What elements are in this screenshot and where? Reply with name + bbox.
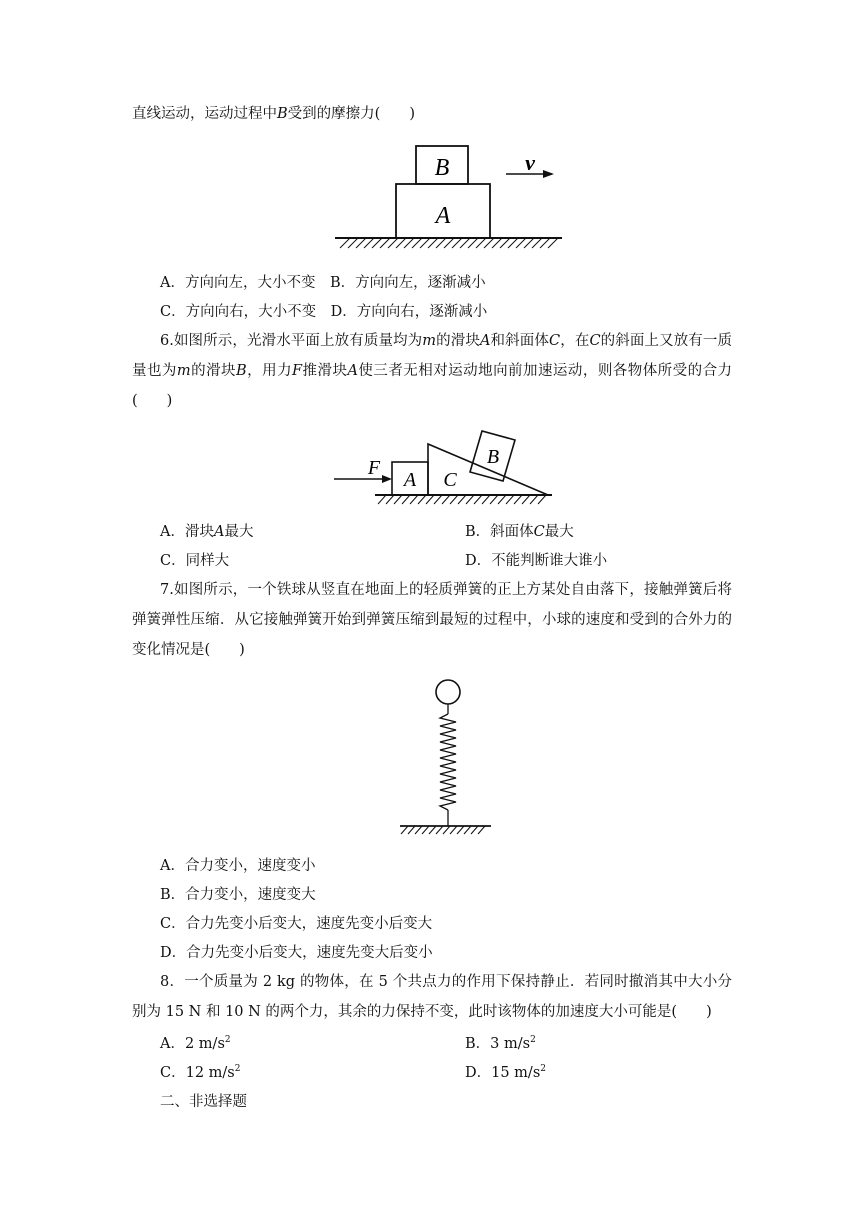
q5-options-ab: A．方向向左，大小不变 B．方向向左，逐渐减小 [160,275,486,291]
iron-ball [436,680,460,704]
q6-wedge-figure [330,422,560,510]
q8-option-d: D．15 $m/s^2$ [465,1064,546,1081]
velocity-label: v [525,150,535,175]
q8-option-c: C．12 $m/s^2$ [160,1064,241,1081]
spring [440,714,456,810]
q6-option-c: C．同样大 [160,553,230,569]
q8-option-b: B．3 $m/s^2$ [465,1035,536,1052]
q5-stem-tail: 直线运动，运动过程中B受到的摩擦力( ) [132,106,415,122]
q7-spring-figure [395,676,495,841]
wedge-c-label: C [443,469,457,491]
q5-blocks-figure [330,140,570,255]
q7-option-b: B．合力变小，速度变大 [160,887,316,903]
q8-stem: 8．一个质量为 2 kg 的物体，在 5 个共点力的作用下保持静止．若同时撤消其中大小分别为 15 N 和 10 N 的两个力，其余的力保持不变，此时该物体的加速度大小可能是( ) [132,974,732,1020]
force-label: F [367,457,381,479]
q5-options-cd: C．方向向右，大小不变 D．方向向右，逐渐减小 [160,304,488,320]
q6-option-d: D．不能判断谁大谁小 [465,553,608,569]
q8-option-a: A．2 $m/s^2$ [160,1035,231,1052]
q7-option-c: C．合力先变小后变大，速度先变小后变大 [160,916,433,932]
block-a-label: A [403,469,417,491]
block-b-label: B [486,446,500,468]
q7-option-d: D．合力先变小后变大，速度先变大后变小 [160,945,433,961]
q7-stem: 7.如图所示，一个铁球从竖直在地面上的轻质弹簧的正上方某处自由落下，接触弹簧后将弹簧弹性压缩．从它接触弹簧开始到弹簧压缩到最短的过程中，小球的速度和受到的合外力的变化情况是( ) [132,582,732,658]
q6-option-a: A．滑块A最大 [160,524,254,540]
q6-option-b: B．斜面体C最大 [465,524,574,540]
block-a-label: A [435,203,451,229]
q7-option-a: A．合力变小，速度变小 [160,858,316,874]
q6-stem: 6.如图所示，光滑水平面上放有质量均为m的滑块A和斜面体C，在C的斜面上又放有一质量也为m的滑块B，用力F推滑块A使三者无相对运动地向前加速运动，则各物体所受的合力( ) [132,333,733,409]
section-heading: 二、非选择题 [160,1094,247,1110]
block-b-label: B [434,155,450,181]
